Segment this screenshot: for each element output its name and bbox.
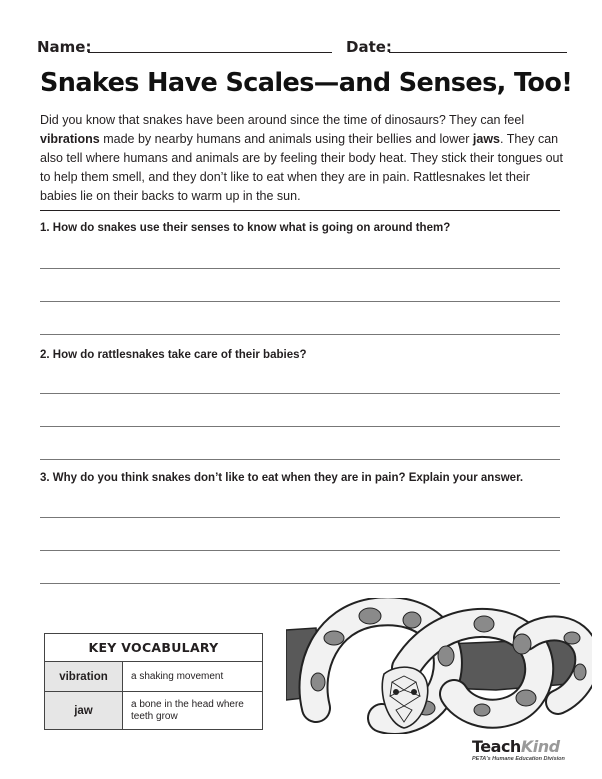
question-3: 3. Why do you think snakes don’t like to eat when they are in pain? Explain your answer. <box>40 472 524 484</box>
brand-teach: Teach <box>472 737 521 756</box>
name-label: Name: <box>37 38 92 56</box>
intro-paragraph <box>40 111 564 206</box>
vocabulary-box <box>44 633 263 730</box>
vocabulary-definition: a shaking movement <box>131 670 224 682</box>
section-divider <box>40 210 560 211</box>
answer-line-1c[interactable] <box>40 334 560 335</box>
intro-term-jaws: jaws <box>472 132 500 146</box>
answer-line-3a[interactable] <box>40 517 560 518</box>
teachkind-logo <box>472 737 560 756</box>
answer-line-3b[interactable] <box>40 550 560 551</box>
question-2: 2. How do rattlesnakes take care of their babies? <box>40 349 307 361</box>
intro-text-3: . They can also tell where humans and animals are by feeling their body heat. They stick their tongues out to help them smell, and they don’t like to eat when they are in pain. Rattlesnakes let their babies lie on their backs to warm up in the sun. <box>40 132 563 203</box>
answer-line-1b[interactable] <box>40 301 560 302</box>
date-label: Date: <box>346 38 392 56</box>
answer-line-2b[interactable] <box>40 426 560 427</box>
vocabulary-term: vibration <box>45 662 123 691</box>
vocabulary-row <box>45 662 262 691</box>
brand-kind: Kind <box>520 737 560 756</box>
vocabulary-term: jaw <box>45 692 123 729</box>
vocabulary-definition: a bone in the head where teeth grow <box>131 698 244 722</box>
answer-line-3c[interactable] <box>40 583 560 584</box>
answer-line-2c[interactable] <box>40 459 560 460</box>
page-title: Snakes Have Scales—and Senses, Too! <box>40 68 573 98</box>
date-field[interactable] <box>389 52 567 53</box>
brand-tagline: PETA's Humane Education Division <box>472 756 565 762</box>
intro-term-vibrations: vibrations <box>40 132 100 146</box>
intro-text-1: Did you know that snakes have been around since the time of dinosaurs? They can feel <box>40 113 525 127</box>
question-1: 1. How do snakes use their senses to know what is going on around them? <box>40 222 451 234</box>
answer-line-1a[interactable] <box>40 268 560 269</box>
snake-illustration <box>286 598 592 734</box>
name-field[interactable] <box>88 52 332 53</box>
vocabulary-heading: KEY VOCABULARY <box>45 634 262 662</box>
vocabulary-row <box>45 691 262 729</box>
intro-text-2: made by nearby humans and animals using their bellies and lower <box>99 132 473 146</box>
answer-line-2a[interactable] <box>40 393 560 394</box>
